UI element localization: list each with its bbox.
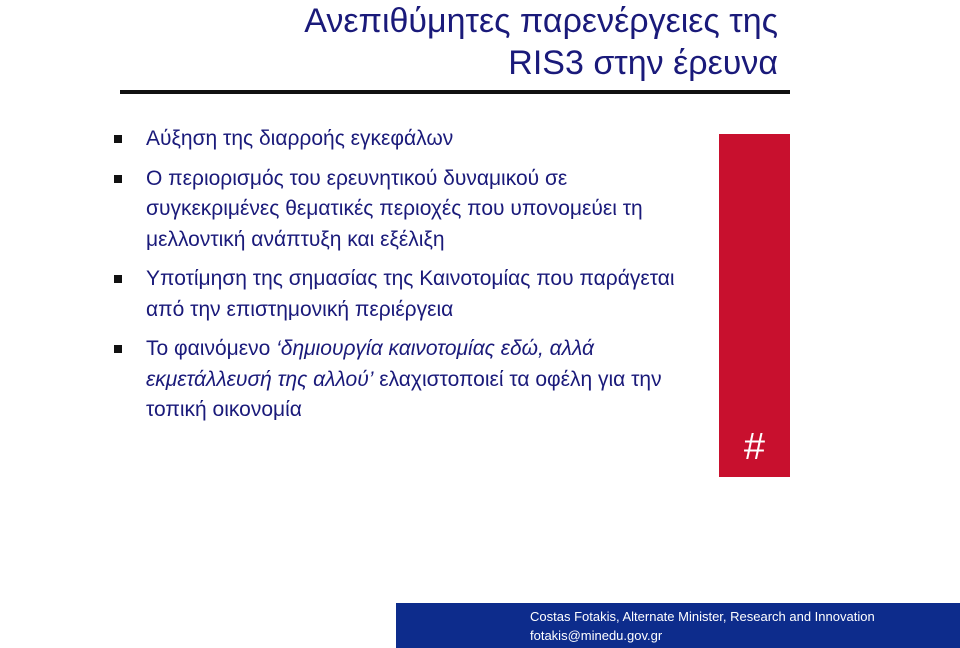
bullet-item (108, 264, 688, 325)
slide-title (78, 0, 778, 84)
bullet-text-prefix: Το φαινόμενο (146, 337, 277, 360)
bullet-list (108, 124, 688, 435)
bullet-text: Αύξηση της διαρροής εγκεφάλων (146, 127, 454, 150)
accent-sidebar (719, 134, 790, 477)
bullet-item (108, 164, 688, 256)
square-bullet-icon (114, 345, 122, 353)
bullet-text-suffix: ελαχιστοποιεί τα οφέλη για την τοπική οικονομία (146, 367, 662, 421)
bullet-item (108, 124, 688, 155)
title-divider (120, 90, 790, 94)
slide-number: # (743, 426, 766, 468)
footer-email: fotakis@minedu.gov.gr (530, 628, 663, 643)
square-bullet-icon (114, 175, 122, 183)
slide-title-line-2: RIS3 στην έρευνα (508, 44, 778, 82)
footer-author: Costas Fotakis, Alternate Minister, Research and Innovation (530, 609, 875, 624)
bullet-text: Υποτίμηση της σημασίας της Καινοτομίας που παράγεται από την επιστημονική περιέργεια (146, 267, 675, 321)
footer-banner (396, 603, 960, 648)
square-bullet-icon (114, 135, 122, 143)
slide-title-line-1: Ανεπιθύμητες παρενέργειες της (304, 2, 778, 40)
bullet-text-emphasis: ‘δημιουργία καινοτομίας εδώ, αλλά εκμετάλλευσή της αλλού’ (146, 337, 594, 391)
bullet-text: Ο περιορισμός του ερευνητικού δυναμικού σε συγκεκριμένες θεματικές περιοχές που υπονομεύει τη μελλοντική ανάπτυξη και εξέλιξη (146, 166, 643, 251)
bullet-item (108, 334, 688, 426)
square-bullet-icon (114, 275, 122, 283)
